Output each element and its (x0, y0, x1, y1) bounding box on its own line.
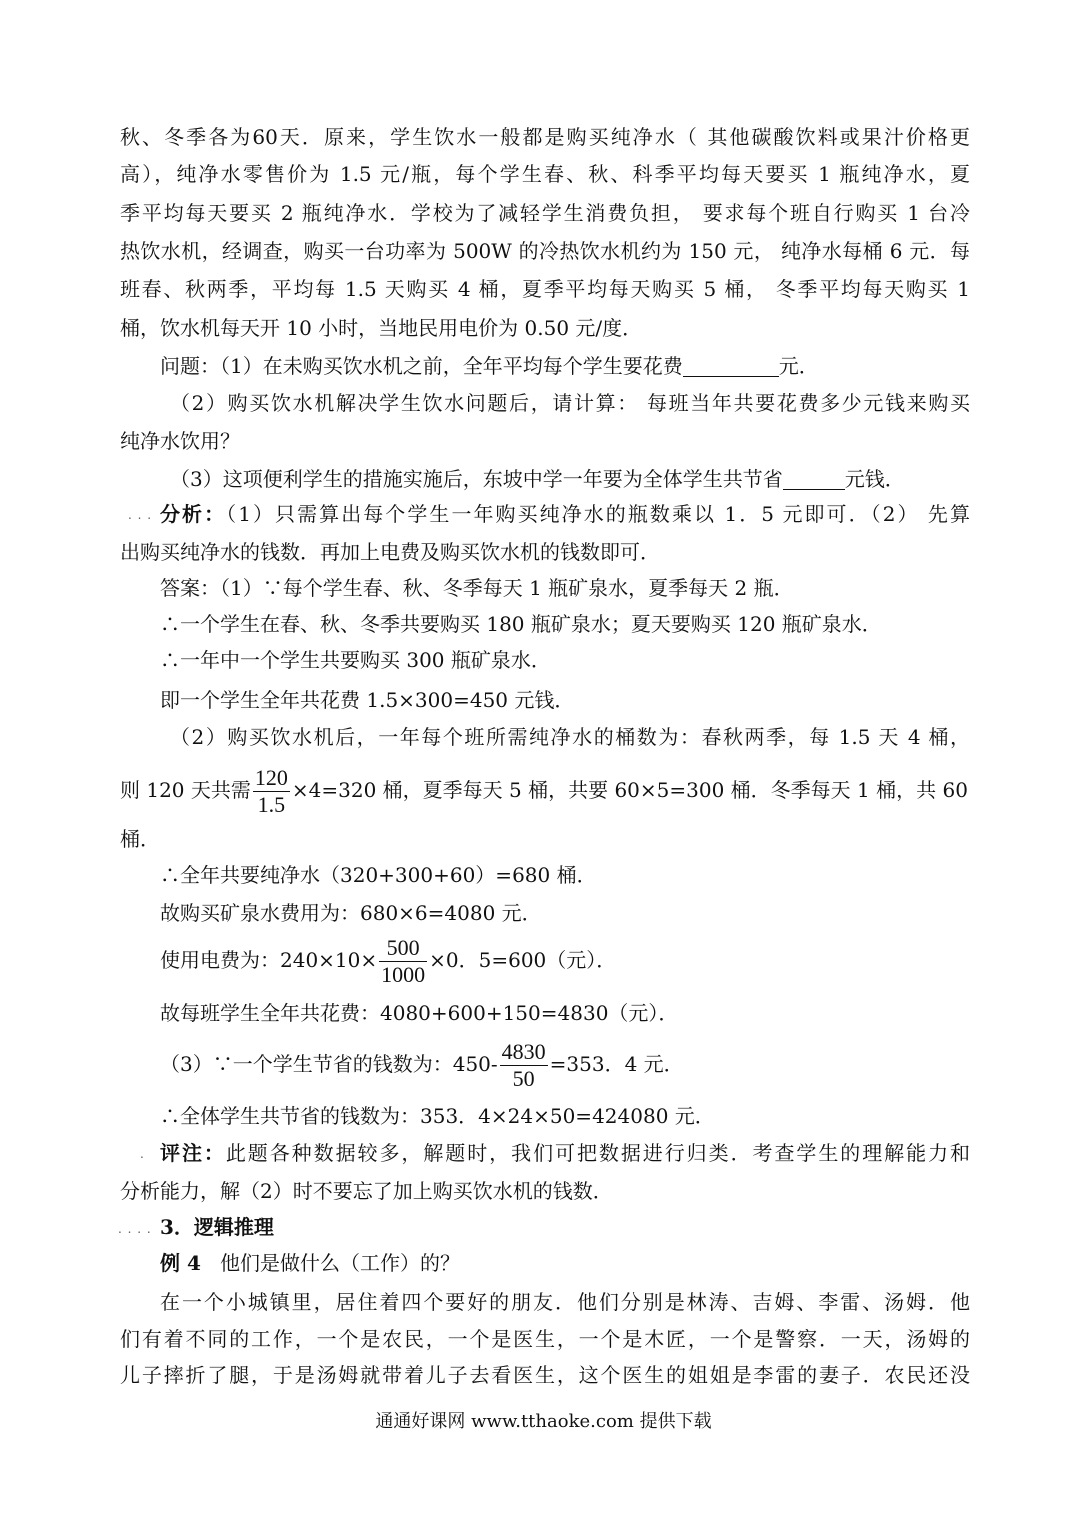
answer-line-fraction: （3）∵一个学生节省的钱数为：450- $\frac{4830}{50}$ =353．4 元． (160, 1039, 684, 1091)
comment-label: 评注： (160, 1141, 226, 1165)
comment-line: 分析能力，解（2）时不要忘了加上购买饮水机的钱数． (120, 1179, 613, 1203)
answer-line: ∴全体学生共节省的钱数为：353．4×24×50=424080 元． (160, 1104, 715, 1128)
comment-line: 评注：此题各种数据较多，解题时，我们可把数据进行归类．考查学生的理解能力和 (160, 1141, 971, 1165)
question-3: （3）这项便利学生的措施实施后，东坡中学一年要为全体学生共节省 元钱． (170, 467, 905, 491)
text-line: 秋、冬季各为60天．原来，学生饮水一般都是购买纯净水（ 其他碳酸饮料或果汁价格更 (120, 125, 970, 149)
analysis-label: 分析： (160, 502, 227, 526)
answer-line: 即一个学生全年共花费 1.5×300=450 元钱． (160, 688, 575, 712)
text-line: 热饮水机，经调查，购买一台功率为 500W 的冷热饮水机约为 150 元， 纯净水每桶 6 元．每 (120, 239, 970, 263)
question-2-cont: 纯净水饮用？ (120, 429, 240, 453)
answer-line: 故购买矿泉水费用为：680×6=4080 元． (160, 901, 542, 925)
answer-line-fraction: 使用电费为：240×10× $\frac{500}{1000}$ ×0．5=600（元）． (160, 935, 617, 987)
example-heading: 例 4 他们是做什么（工作）的？ (160, 1251, 460, 1275)
answer-line: 桶． (120, 827, 160, 851)
fraction: $\frac{120}{1.5}$ (254, 765, 288, 817)
answer-line: ∴全年共要纯净水（320+300+60）=680 桶． (160, 863, 597, 887)
answer-line: ∴一个学生在春、秋、冬季共要购买 180 瓶矿泉水；夏天要购买 120 瓶矿泉水． (160, 612, 882, 636)
section-title: 3．逻辑推理 (160, 1215, 274, 1239)
answer-line: ∴一年中一个学生共要购买 300 瓶矿泉水． (160, 648, 551, 672)
analysis-line: 分析：（1）只需算出每个学生一年购买纯净水的瓶数乘以 1．5 元即可．（2） 先算 (160, 502, 970, 526)
text-line: 班春、秋两季，平均每 1.5 天购买 4 桶，夏季平均每天购买 5 桶， 冬季平均每天购买 1 (120, 277, 970, 301)
question-2: （2）购买饮水机解决学生饮水问题后，请计算： 每班当年共要花费多少元钱来购买 (170, 391, 970, 415)
text-line: 高），纯净水零售价为 1.5 元/瓶，每个学生春、秋、科季平均每天要买 1 瓶纯净水，夏 (120, 162, 970, 186)
story-line: 儿子摔折了腿，于是汤姆就带着儿子去看医生，这个医生的姐姐是李雷的妻子．农民还没 (120, 1363, 970, 1387)
text-line: 桶，饮水机每天开 10 小时，当地民用电价为 0.50 元/度． (120, 316, 643, 340)
fraction: $\frac{4830}{50}$ (501, 1039, 546, 1091)
story-line: 在一个小城镇里，居住着四个要好的朋友．他们分别是林涛、吉姆、李雷、汤姆．他 (160, 1290, 970, 1314)
answer-blank (683, 356, 779, 377)
text-line: 季平均每天要买 2 瓶纯净水．学校为了减轻学生消费负担， 要求每个班自行购买 1 台冷 (120, 201, 970, 225)
answer-line: （2）购买饮水机后，一年每个班所需纯净水的桶数为：春秋两季，每 1.5 天 4 桶， (170, 725, 970, 749)
margin-dots: . (140, 1147, 145, 1161)
question-1: 问题：（1）在未购买饮水机之前，全年平均每个学生要花费 元． (160, 354, 819, 378)
answer-line: 故每班学生全年共花费：4080+600+150=4830（元）． (160, 1001, 679, 1025)
page-footer: 通通好课网 www.tthaoke.com 提供下载 (375, 1411, 712, 1432)
margin-dots: . . . . (118, 1222, 152, 1236)
story-line: 们有着不同的工作，一个是农民，一个是医生，一个是木匠，一个是警察．一天，汤姆的 (120, 1327, 970, 1351)
example-label: 例 4 (160, 1251, 201, 1275)
fraction: $\frac{500}{1000}$ (381, 935, 426, 987)
margin-dots: . . . (128, 508, 153, 522)
answer-line-fraction: 则 120 天共需 $\frac{120}{1.5}$ ×4=320 桶，夏季每天 5 桶，共要 60×5=300 桶．冬季每天 1 桶，共 60 (120, 765, 968, 817)
answer-line: 答案：（1）∵每个学生春、秋、冬季每天 1 瓶矿泉水，夏季每天 2 瓶． (160, 576, 794, 600)
analysis-line: 出购买纯净水的钱数．再加上电费及购买饮水机的钱数即可． (120, 540, 660, 564)
answer-blank (783, 469, 845, 490)
